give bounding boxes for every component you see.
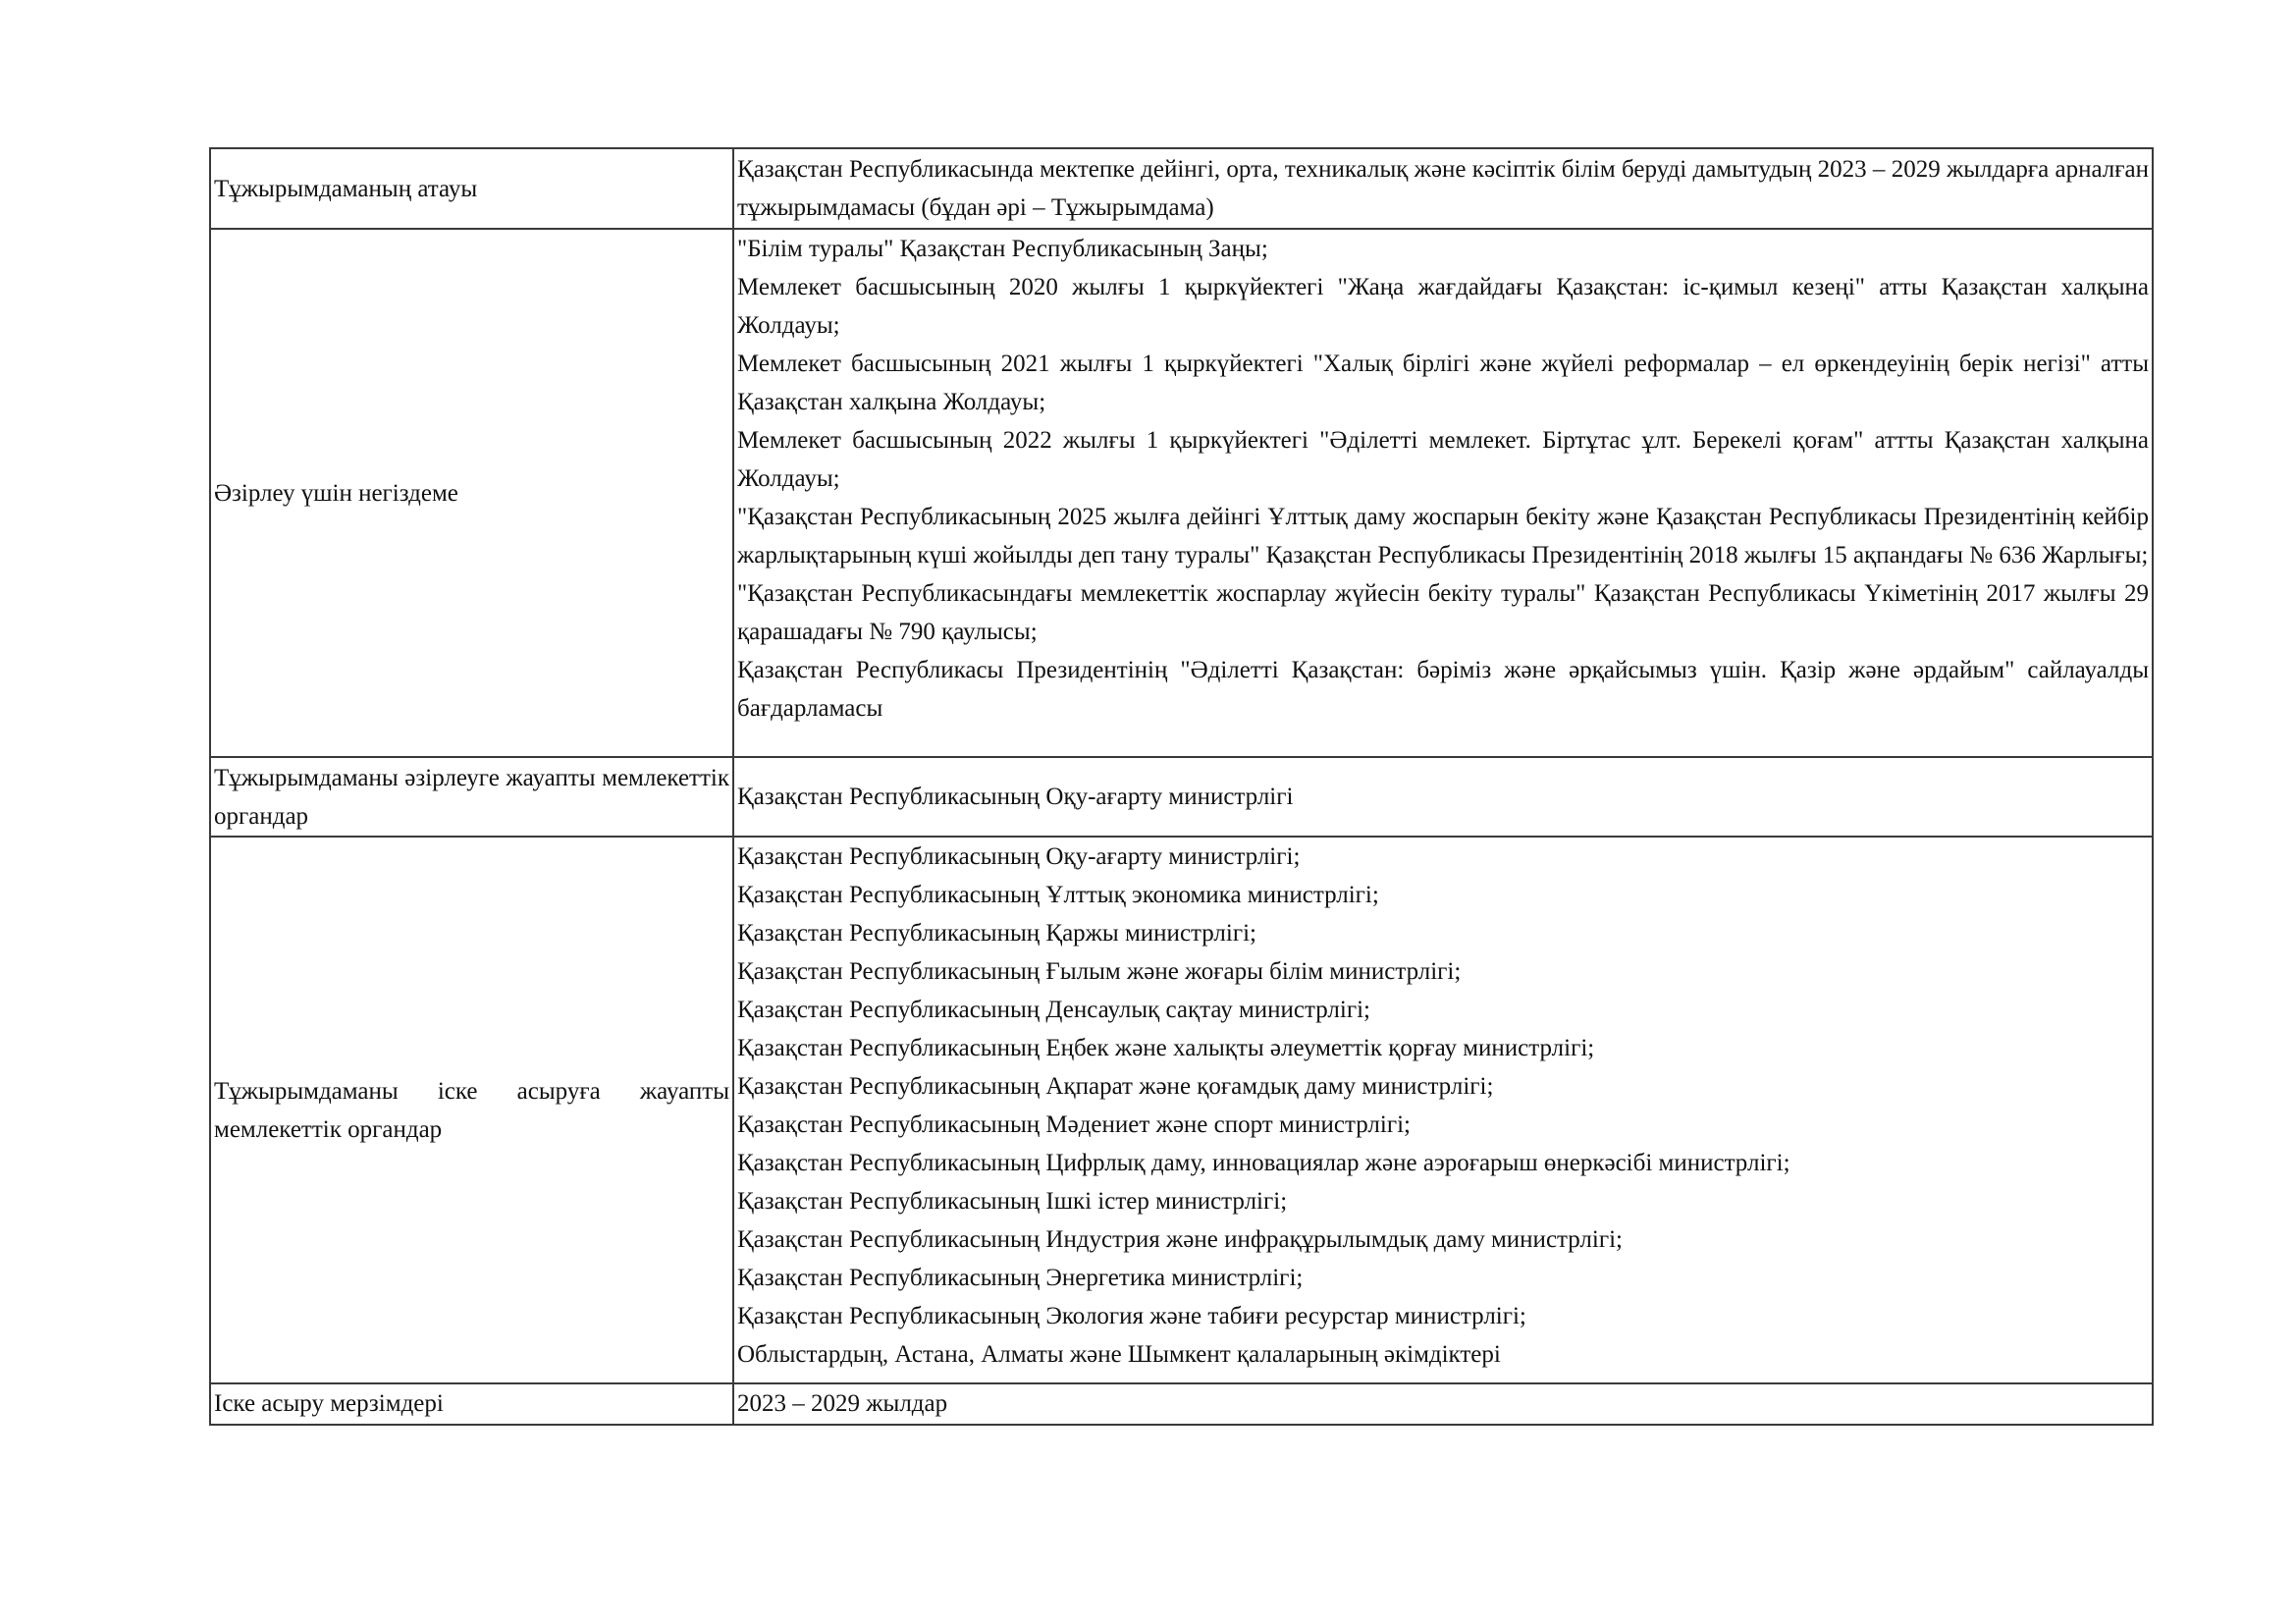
row-value-text: Қазақстан Республикасында мектепке дейінгі, орта, техникалық және кәсіптік білім беруді дамытудың 2023 – 2029 жылдарға арналған тұжырымдамасы (бұдан әрі – Тұжырымдама) [737,156,2149,221]
basis-item: "Білім туралы" Қазақстан Республикасының Заңы; [737,236,1268,262]
table-row-development-basis [210,229,2153,757]
implementation-period-value [733,1383,2153,1425]
implementer-item: Қазақстан Республикасының Ғылым және жоғары білім министрлігі; [737,958,1462,985]
table-row-responsible-implementers [210,837,2153,1383]
row-value-text: Қазақстан Республикасының Оқу-ағарту министрлігі [737,784,1294,810]
implementer-item: Қазақстан Республикасының Қаржы министрлігі; [737,920,1257,947]
row-label: Іске асыру мерзімдері [210,1383,733,1425]
basis-item: Мемлекет басшысының 2021 жылғы 1 қыркүйектегі "Халық бірлігі және жүйелі реформалар – ел өркендеуінің берік негізі" атты Қазақстан халқына Жолдауы; [737,351,2149,415]
implementer-item: Қазақстан Республикасының Оқу-ағарту министрлігі; [737,843,1301,870]
implementer-item: Қазақстан Республикасының Энергетика министрлігі; [737,1265,1304,1291]
implementer-item: Қазақстан Республикасының Ақпарат және қоғамдық даму министрлігі; [737,1073,1494,1100]
implementer-item: Қазақстан Республикасының Индустрия және инфрақұрылымдық даму министрлігі; [737,1226,1624,1253]
implementer-item: Қазақстан Республикасының Мәдениет және спорт министрлігі; [737,1111,1411,1138]
implementer-item: Қазақстан Республикасының Ішкі істер министрлігі; [737,1188,1288,1215]
concept-passport-table [209,147,2154,1426]
development-basis-list [733,229,2153,757]
implementer-list [733,837,2153,1383]
implementer-item: Қазақстан Республикасының Экология және табиғи ресурстар министрлігі; [737,1303,1526,1329]
implementer-item: Қазақстан Республикасының Цифрлық даму, инновациялар және аэроғарыш өнеркәсібі министрлігі; [737,1150,1790,1176]
concept-title-value [733,148,2153,229]
row-value-text: 2023 – 2029 жылдар [737,1390,948,1417]
basis-item: Қазақстан Республикасы Президентінің "Әділетті Қазақстан: бәріміз және әрқайсымыз үшін. Қазір және әрдайым" сайлауалды бағдарламасы [737,657,2149,722]
row-label: Тұжырымдаманы іске асыруға жауапты мемлекеттік органдар [210,837,733,1383]
implementer-item: Қазақстан Республикасының Ұлттық экономика министрлігі; [737,882,1379,908]
responsible-developer-value [733,757,2153,837]
basis-item: "Қазақстан Республикасындағы мемлекеттік жоспарлау жүйесін бекіту туралы" Қазақстан Республикасы Үкіметінің 2017 жылғы 29 қарашадағы № 790 қаулысы; [737,580,2149,645]
table-row-implementation-period [210,1383,2153,1425]
row-label: Тұжырымдаманың атауы [210,148,733,229]
implementer-item: Қазақстан Республикасының Еңбек және халықты әлеуметтік қорғау министрлігі; [737,1035,1595,1061]
basis-item: Мемлекет басшысының 2022 жылғы 1 қыркүйектегі "Әділетті мемлекет. Біртұтас ұлт. Берекелі қоғам" аттты Қазақстан халқына Жолдауы; [737,427,2149,492]
table-row-responsible-developers [210,757,2153,837]
implementer-item: Қазақстан Республикасының Денсаулық сақтау министрлігі; [737,997,1370,1023]
row-label: Тұжырымдаманы әзірлеуге жауапты мемлекеттік органдар [210,757,733,837]
row-label: Әзірлеу үшін негіздеме [210,229,733,757]
table-row-concept-title [210,148,2153,229]
implementer-item: Облыстардың, Астана, Алматы және Шымкент қалаларының әкімдіктері [737,1341,1501,1368]
basis-item: "Қазақстан Республикасының 2025 жылға дейінгі Ұлттық даму жоспарын бекіту және Қазақстан Республикасы Президентінің кейбір жарлықтарының күші жойылды деп тану туралы" Қазақстан Республикасы Президентінің 2018 жылғы 15 ақпандағы № 636 Жарлығы; [737,504,2149,568]
basis-item: Мемлекет басшысының 2020 жылғы 1 қыркүйектегі "Жаңа жағдайдағы Қазақстан: іс-қимыл кезеңі" атты Қазақстан халқына Жолдауы; [737,274,2149,339]
